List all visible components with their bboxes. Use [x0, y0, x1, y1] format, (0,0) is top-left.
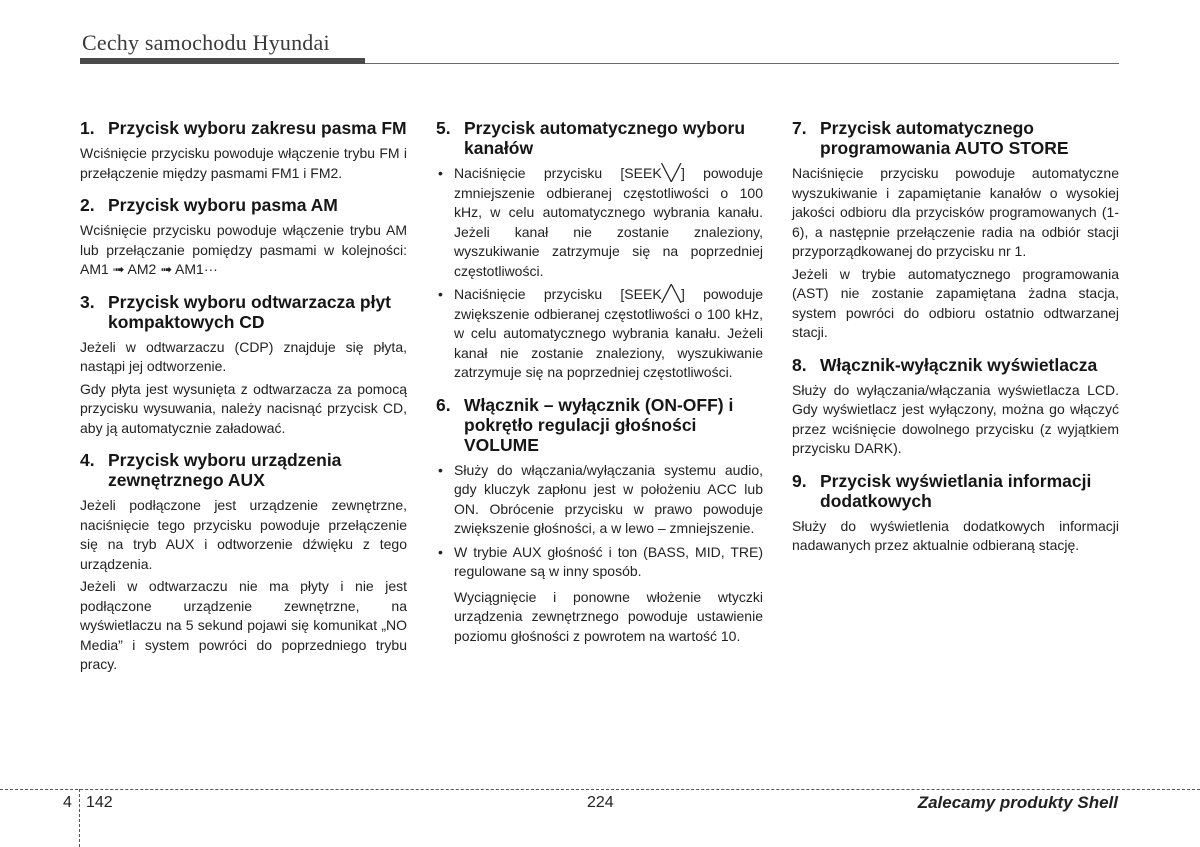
- paragraph: Służy do wyświetlenia dodatkowych informacji nadawanych przez aktualnie odbieraną stację.: [792, 517, 1119, 553]
- section-number: 8.: [792, 354, 807, 375]
- bullet-list: [436, 461, 763, 582]
- document-page-number: 224: [587, 794, 614, 811]
- section-heading: [792, 471, 1119, 511]
- section-heading: [792, 118, 1119, 158]
- bullet-text-post: ] powoduje zmniejszenie odbieranej częstotliwości o 100 kHz, w celu automatycznego wybrania kanału. Jeżeli kanał nie zostanie znaleziony, wyszukiwanie zatrzymuje się na poprzedniej częstotliwości.: [454, 165, 764, 279]
- section-9: [792, 471, 1119, 556]
- footer-dashed-rule: [0, 789, 1200, 790]
- column-2: [436, 118, 763, 658]
- section-number: 1.: [80, 118, 95, 138]
- section-3: [80, 292, 407, 439]
- section-title: Włącznik-wyłącznik wyświetlacza: [820, 354, 1098, 375]
- section-heading: [436, 118, 763, 158]
- paragraph: Jeżeli w trybie automatycznego programowania (AST) nie zostanie zapamiętana żadna stacja, system powróci do odbioru ostatnio odtwarzanej stacji.: [792, 265, 1119, 340]
- bullet-text-post: ] powoduje zwiększenie odbieranej częstotliwości o 100 kHz, w celu automatycznego wybrania kanału. Jeżeli kanał nie zostanie znaleziony, wyszukiwanie zatrzymuje się na poprzedniej częstotliwości.: [454, 286, 764, 380]
- section-8: [792, 355, 1119, 459]
- bullet-item: • Służy do włączania/wyłączania systemu audio, gdy kluczyk zapłonu jest w położeniu ACC lub ON. Obrócenie przycisku w prawo powoduje zwiększenie głośności, a w lewo – zmniejszenie.: [436, 461, 763, 539]
- chapter-number: 4: [63, 794, 72, 811]
- section-number: 2.: [80, 195, 95, 215]
- section-title: Przycisk wyboru pasma AM: [108, 195, 338, 215]
- section-heading: [80, 118, 407, 138]
- column-1: [80, 118, 407, 687]
- section-number: 3.: [80, 291, 95, 312]
- paragraph: Wciśnięcie przycisku powoduje włączenie trybu FM i przełączenie między pasmami FM1 i FM2.: [80, 145, 407, 181]
- seek-down-icon: ╲╱: [661, 165, 681, 182]
- section-title: Przycisk automatycznego programowania AUTO STORE: [820, 118, 1069, 158]
- bullet-list: [436, 164, 763, 383]
- section-5: [436, 118, 763, 383]
- section-1: [80, 118, 407, 183]
- section-title: Przycisk wyboru zakresu pasma FM: [108, 118, 407, 138]
- page-number: 142: [86, 794, 113, 811]
- section-number: 7.: [792, 118, 807, 138]
- section-heading: [80, 292, 407, 332]
- section-heading: [436, 395, 763, 455]
- section-heading: [80, 195, 407, 215]
- section-number: 5.: [436, 118, 451, 138]
- section-title: Przycisk wyświetlania informacji dodatkowych: [820, 470, 1092, 511]
- paragraph: Jeżeli w odtwarzaczu nie ma płyty i nie jest podłączone urządzenie zewnętrzne, na wyświetlaczu na 5 sekund pojawi się komunikat „NO Media” i system powróci do poprzedniego trybu pracy.: [80, 578, 407, 672]
- section-2: [80, 195, 407, 280]
- section-title: Przycisk wyboru urządzenia zewnętrznego AUX: [108, 450, 342, 490]
- section-heading: [792, 355, 1119, 375]
- section-4: [80, 450, 407, 675]
- paragraph: Wyciągnięcie i ponowne włożenie wtyczki urządzenia zewnętrznego powoduje ustawienie poziomu głośności z powrotem na wartość 10.: [454, 588, 763, 644]
- section-title: Przycisk wyboru odtwarzacza płyt kompaktowych CD: [108, 291, 392, 332]
- footer-dashed-divider: [79, 789, 80, 847]
- section-number: 4.: [80, 450, 95, 470]
- footer-brand-text: Zalecamy produkty Shell: [917, 793, 1118, 812]
- section-heading: [80, 450, 407, 490]
- section-number: 6.: [436, 394, 451, 415]
- header-bar: [80, 58, 365, 64]
- paragraph: Wciśnięcie przycisku powoduje włączenie trybu AM lub przełączanie pomiędzy pasmami w kolejności: AM1 ➟ AM2 ➟ AM1···: [80, 222, 407, 277]
- section-title: Przycisk automatycznego wyboru kanałów: [464, 118, 746, 158]
- column-3: [792, 118, 1119, 568]
- bullet-item: [436, 285, 763, 383]
- bullet-text-pre: Naciśnięcie przycisku [SEEK: [454, 286, 662, 302]
- paragraph: Jeżeli w odtwarzaczu (CDP) znajduje się płyta, nastąpi jej odtworzenie.: [80, 338, 407, 374]
- header-rule: [365, 63, 1119, 64]
- section-title: Włącznik – wyłącznik (ON-OFF) i pokrętło regulacji głośności VOLUME: [464, 394, 734, 455]
- paragraph: Jeżeli podłączone jest urządzenie zewnętrzne, naciśnięcie tego przycisku powoduje przełączenie się na tryb AUX i odtworzenie dźwięku z tego urządzenia.: [80, 497, 407, 572]
- section-6: [436, 395, 763, 647]
- seek-up-icon: ╱╲: [661, 286, 681, 303]
- paragraph: Gdy płyta jest wysunięta z odtwarzacza za pomocą przycisku wysuwania, należy nacisnąć przycisk CD, aby ją automatycznie załadować.: [80, 380, 407, 436]
- bullet-item: [436, 164, 763, 281]
- paragraph: Naciśnięcie przycisku powoduje automatyczne wyszukiwanie i zapamiętanie kanałów o wysokiej jakości odbioru dla przycisków programowanych (1-6), a następnie przełączenie radia na odbiór stacji przyporządkowanej do przycisku nr 1.: [792, 165, 1119, 259]
- bullet-item: • W trybie AUX głośność i ton (BASS, MID, TRE) regulowane są w inny sposób.: [436, 543, 763, 582]
- section-number: 9.: [792, 470, 807, 491]
- paragraph: Służy do wyłączania/włączania wyświetlacza LCD. Gdy wyświetlacz jest wyłączony, można go włączyć przez wciśnięcie dowolnego przycisku (z wyjątkiem przycisku DARK).: [792, 381, 1119, 456]
- section-7: [792, 118, 1119, 343]
- page-header-title: Cechy samochodu Hyundai: [82, 30, 330, 55]
- bullet-text-pre: Naciśnięcie przycisku [SEEK: [454, 165, 662, 181]
